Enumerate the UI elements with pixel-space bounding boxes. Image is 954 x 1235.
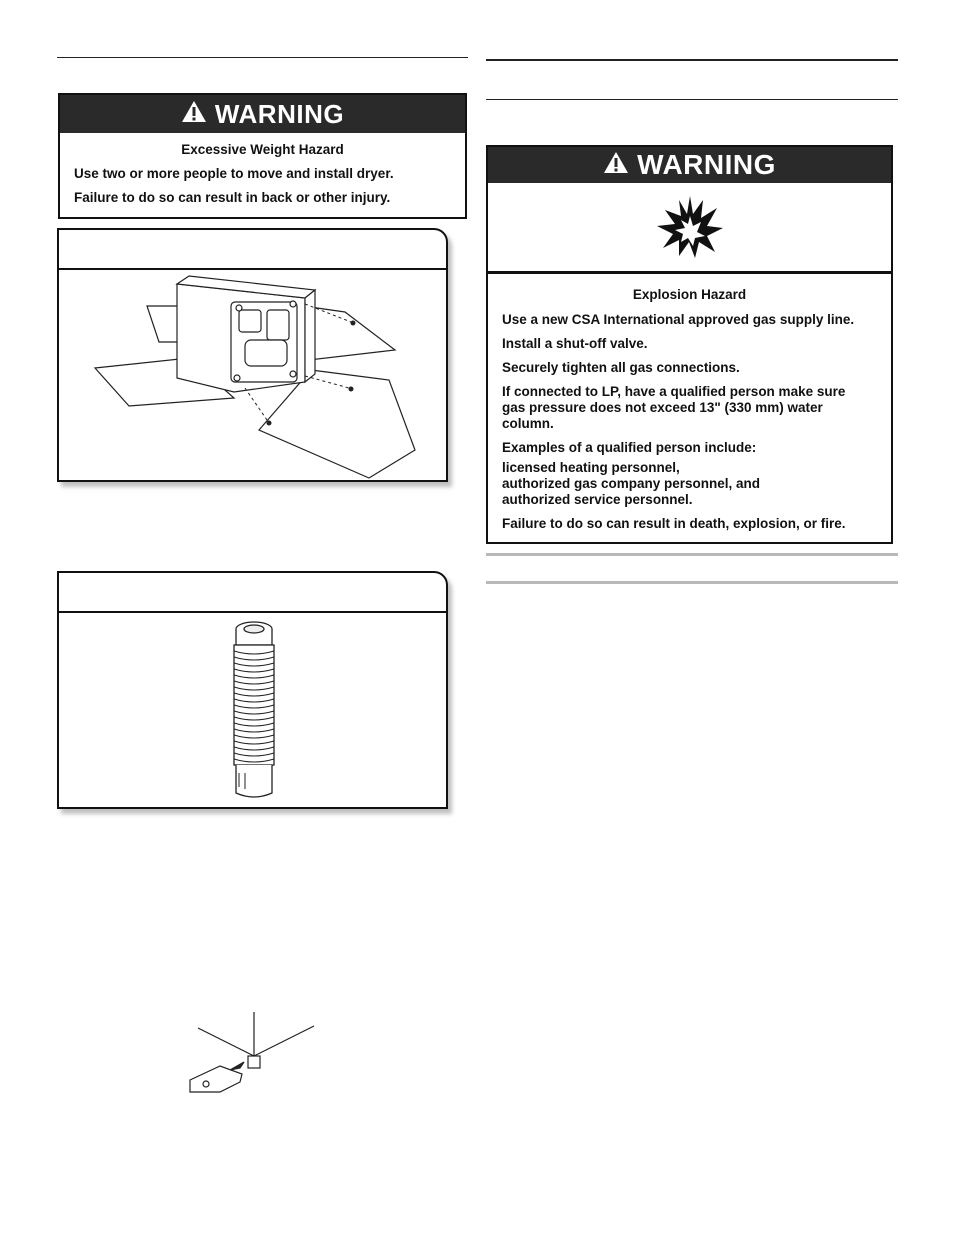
hazard-title: Explosion Hazard <box>632 287 747 302</box>
figure-tab <box>59 573 446 613</box>
dryer-cardboard-illustration <box>59 270 446 480</box>
warning-header <box>488 147 891 183</box>
warning-line: authorized service personnel. <box>502 492 693 507</box>
section-separator <box>486 553 898 556</box>
warning-triangle-icon <box>603 149 629 181</box>
warning-signal-word: WARNING <box>214 98 345 129</box>
warning-line: licensed heating personnel, <box>502 460 680 475</box>
figure-tab <box>59 230 446 270</box>
warning-triangle-icon <box>181 99 207 130</box>
left-section-rule <box>57 57 468 58</box>
warning-header <box>60 95 465 133</box>
right-section-rule-bottom <box>486 99 898 100</box>
warning-line: Use a new CSA International approved gas supply line. <box>502 312 855 327</box>
warning-line: Use two or more people to move and install dryer. <box>74 166 394 181</box>
hazard-title: Excessive Weight Hazard <box>181 142 344 157</box>
warning-line: Failure to do so can result in death, explosion, or fire. <box>502 516 846 531</box>
warning-line: authorized gas company personnel, and <box>502 476 761 491</box>
warning-line: If connected to LP, have a qualified person make sure gas pressure does not exceed 13" (330 mm) water column. <box>502 384 846 431</box>
flexible-gas-hose-figure <box>57 571 448 809</box>
warning-line: Examples of a qualified person include: <box>502 440 757 455</box>
warning-line: Failure to do so can result in back or other injury. <box>74 190 391 205</box>
flex-hose-illustration <box>199 617 309 803</box>
warning-line: Install a shut-off valve. <box>502 336 648 351</box>
pictogram-area <box>488 183 891 274</box>
dryer-on-cardboard-figure <box>57 228 448 482</box>
leveling-leg-illustration <box>180 1008 320 1108</box>
explosion-icon <box>655 194 725 260</box>
warning-line: Securely tighten all gas connections. <box>502 360 740 375</box>
section-separator <box>486 581 898 584</box>
weight-warning-box <box>58 93 467 219</box>
warning-signal-word: WARNING <box>637 149 776 180</box>
right-section-rule-top <box>486 59 898 61</box>
explosion-warning-box <box>486 145 893 544</box>
